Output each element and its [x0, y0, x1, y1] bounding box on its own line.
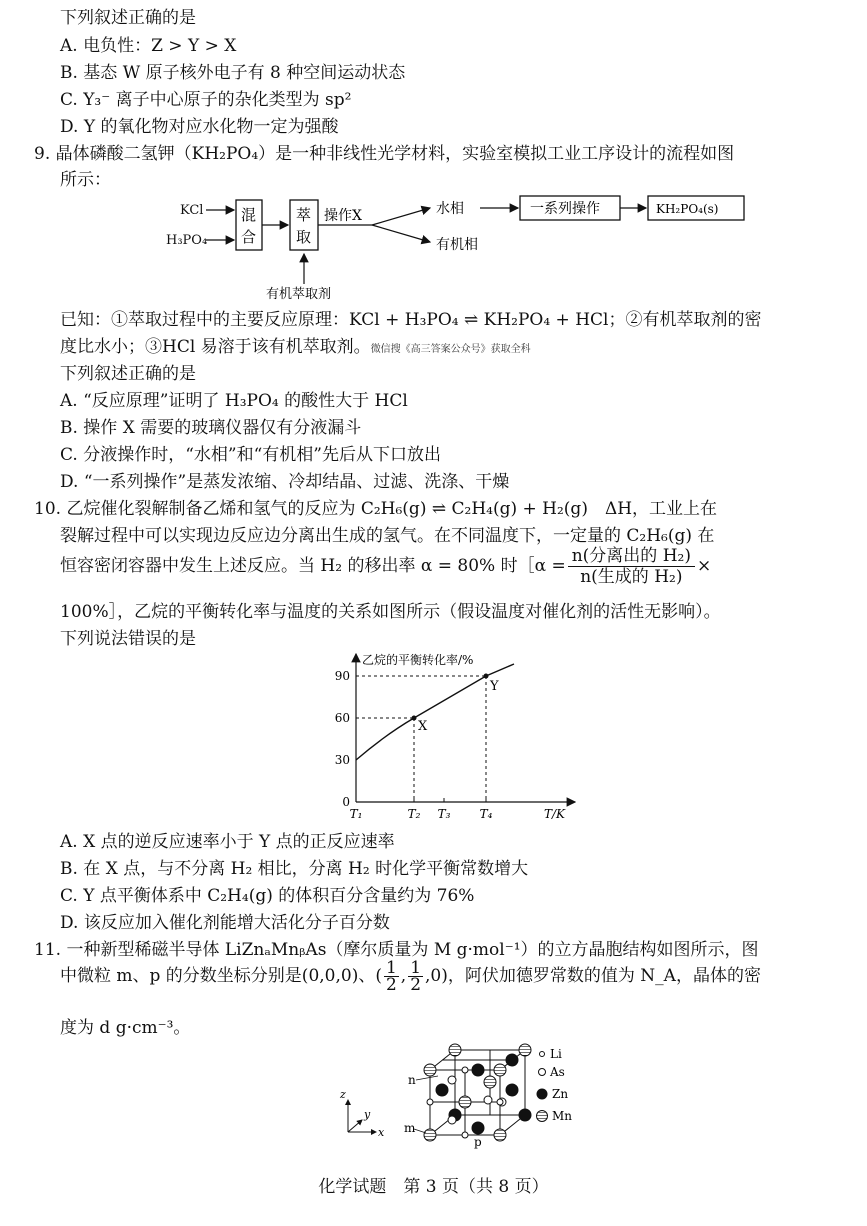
q8-option-d: D. Y 的氧化物对应水化物一定为强酸	[60, 117, 339, 137]
atom-mn	[459, 1096, 471, 1108]
q9-known-text: 度比水小；③HCl 易溶于该有机萃取剂。	[60, 337, 371, 357]
q9-known-line1: 已知：①萃取过程中的主要反应原理：KCl + H₃PO₄ ⇌ KH₂PO₄ + HCl；②有机萃取剂的密	[60, 310, 762, 330]
atom-zn	[506, 1054, 518, 1066]
chart-x-tick-label-0: T₁	[349, 807, 363, 821]
atom-as	[448, 1076, 456, 1084]
q10-option-a: A. X 点的逆反应速率小于 Y 点的正反应速率	[60, 832, 395, 852]
q10-frac-den: n(生成的 H₂)	[580, 567, 683, 587]
legend-zn-icon	[537, 1089, 548, 1100]
flow-mix-label-1: 混	[241, 206, 257, 224]
flow-branch-down	[372, 225, 430, 242]
chart-point-label-Y: Y	[490, 679, 499, 694]
q8-stem: 下列叙述正确的是	[60, 8, 196, 28]
legend-li-icon	[540, 1052, 545, 1057]
flow-opx-label: 操作X	[324, 208, 362, 224]
atom-as	[484, 1096, 492, 1104]
q11-crystal-diagram	[330, 1040, 590, 1150]
flow-branch-up	[372, 208, 430, 225]
legend-li: Li	[550, 1047, 562, 1061]
q8-option-b: B. 基态 W 原子核外电子有 8 种空间运动状态	[60, 63, 406, 83]
q9-stem-line2: 所示：	[60, 170, 111, 190]
q10-line3-text: 恒容密闭容器中发生上述反应。当 H₂ 的移出率 α = 80% 时［α =	[60, 556, 566, 576]
q10-times: ×	[696, 556, 712, 576]
atom-li	[462, 1067, 468, 1073]
legend-mn: Mn	[552, 1109, 573, 1123]
q11-line2-text-a: 中微粒 m、p 的分数坐标分别是(0,0,0)、(	[60, 966, 382, 986]
q8-option-c: C. Y₃⁻ 离子中心原子的杂化类型为 sp²	[60, 90, 352, 110]
label-n: n	[408, 1073, 416, 1087]
flow-aq-label: 水相	[436, 201, 464, 217]
flow-org-label: 有机相	[436, 237, 478, 253]
atom-mn	[449, 1044, 461, 1056]
chart-x-tick-label-1: T₂	[407, 807, 421, 821]
q9-option-b: B. 操作 X 需要的玻璃仪器仅有分液漏斗	[60, 418, 362, 438]
axis-y-label: y	[364, 1108, 371, 1121]
atom-as	[448, 1116, 456, 1124]
legend-as: As	[550, 1065, 565, 1079]
q11-line2-text-b: ,0)，阿伏加德罗常数的值为 N_A，晶体的密	[425, 966, 761, 986]
flow-series-label: 一系列操作	[530, 201, 600, 217]
q9-flow-diagram	[160, 192, 760, 304]
atom-mn	[494, 1064, 506, 1076]
label-p: p	[474, 1135, 482, 1149]
flow-h3po4-label: H₃PO₄	[166, 233, 208, 248]
q9-stem-line1: 9. 晶体磷酸二氢钾（KH₂PO₄）是一种非线性光学材料，实验室模拟工业工序设计的流程如图	[34, 144, 735, 164]
q11-frac2-den: 2	[410, 975, 422, 995]
q11-frac-1	[384, 960, 399, 993]
q10-stem-line3	[60, 546, 711, 587]
q9-option-c: C. 分液操作时，“水相”和“有机相”先后从下口放出	[60, 445, 441, 465]
chart-point-X	[412, 716, 417, 721]
flow-product-label: KH₂PO₄(s)	[656, 202, 719, 216]
q9-option-a: A. “反应原理”证明了 H₃PO₄ 的酸性大于 HCl	[60, 391, 408, 411]
q10-option-b: B. 在 X 点，与不分离 H₂ 相比，分离 H₂ 时化学平衡常数增大	[60, 859, 529, 879]
atom-zn	[506, 1084, 518, 1096]
q10-option-d: D. 该反应加入催化剂能增大活化分子百分数	[60, 913, 390, 933]
atom-zn	[472, 1122, 484, 1134]
q10-option-c: C. Y 点平衡体系中 C₂H₄(g) 的体积百分含量约为 76%	[60, 886, 475, 906]
q10-alpha-fraction	[568, 546, 695, 587]
legend-mn-icon	[537, 1111, 548, 1122]
watermark: 微信搜《高三答案公众号》获取全科	[370, 344, 531, 355]
flow-solvent-label: 有机萃取剂	[266, 287, 332, 302]
q10-stem-line2: 裂解过程中可以实现边反应边分离出生成的氢气。在不同温度下，一定量的 C₂H₆(g) 在	[60, 526, 715, 546]
atom-zn	[472, 1064, 484, 1076]
q10-frac-num: n(分离出的 H₂)	[568, 546, 695, 567]
axis-z-label: z	[340, 1088, 346, 1101]
atom-mn	[494, 1129, 506, 1141]
chart-y-tick-label-0: 0	[342, 795, 350, 809]
q10-stem-line5: 下列说法错误的是	[60, 629, 196, 649]
q10-stem-line1: 10. 乙烷催化裂解制备乙烯和氢气的反应为 C₂H₆(g) ⇌ C₂H₄(g) + H₂(g) ΔH，工业上在	[34, 499, 718, 519]
chart-y-tick-label-1: 30	[334, 753, 350, 767]
q10-chart	[330, 650, 590, 825]
flow-kcl-label: KCl	[180, 203, 204, 218]
flow-extract-label-1: 萃	[296, 206, 312, 224]
q11-frac1-den: 2	[385, 975, 397, 995]
atom-zn	[436, 1084, 448, 1096]
q11-frac-2	[408, 960, 423, 993]
chart-ylabel: 乙烷的平衡转化率/%	[362, 653, 474, 667]
chart-x-tick-label-3: T₄	[479, 807, 493, 821]
atom-mn	[424, 1064, 436, 1076]
q11-frac2-num: 1	[410, 958, 422, 978]
legend-zn: Zn	[552, 1087, 569, 1101]
q9-stem: 下列叙述正确的是	[60, 364, 196, 384]
atom-mn	[424, 1129, 436, 1141]
chart-x-tick-label-2: T₃	[437, 807, 451, 821]
atom-zn	[519, 1109, 531, 1121]
label-m: m	[404, 1121, 416, 1135]
legend-as-icon	[539, 1069, 546, 1076]
q11-stem-line3: 度为 d g·cm⁻³。	[60, 1018, 191, 1038]
atom-li	[462, 1132, 468, 1138]
q9-known-line2	[60, 335, 531, 362]
atom-mn	[484, 1076, 496, 1088]
atom-li	[427, 1099, 433, 1105]
q10-stem-line4: 100%］，乙烷的平衡转化率与温度的关系如图所示（假设温度对催化剂的活性无影响）。	[60, 602, 721, 622]
q11-frac1-num: 1	[385, 958, 397, 978]
q11-stem-line1: 11. 一种新型稀磁半导体 LiZnₐMnᵦAs（摩尔质量为 M g·mol⁻¹）的立方晶胞结构如图所示，图	[34, 940, 759, 960]
chart-y-tick-label-3: 90	[334, 669, 350, 683]
chart-xlabel: T/K	[544, 807, 566, 821]
chart-point-label-X: X	[418, 719, 428, 734]
atom-mn	[519, 1044, 531, 1056]
atom-li	[497, 1099, 503, 1105]
axis-y	[348, 1120, 362, 1132]
chart-point-Y	[484, 674, 489, 679]
q9-option-d: D. “一系列操作”是蒸发浓缩、冷却结晶、过滤、洗涤、干燥	[60, 472, 510, 492]
chart-y-tick-label-2: 60	[334, 711, 350, 725]
flow-mix-label-2: 合	[241, 228, 257, 246]
q11-sep: ,	[400, 966, 407, 986]
q11-stem-line2	[60, 960, 761, 993]
page-footer: 化学试题 第 3 页（共 8 页）	[318, 1177, 549, 1197]
q8-option-a: A. 电负性：Z > Y > X	[60, 36, 237, 56]
axis-x-label: x	[378, 1126, 385, 1139]
flow-extract-label-2: 取	[296, 228, 312, 246]
